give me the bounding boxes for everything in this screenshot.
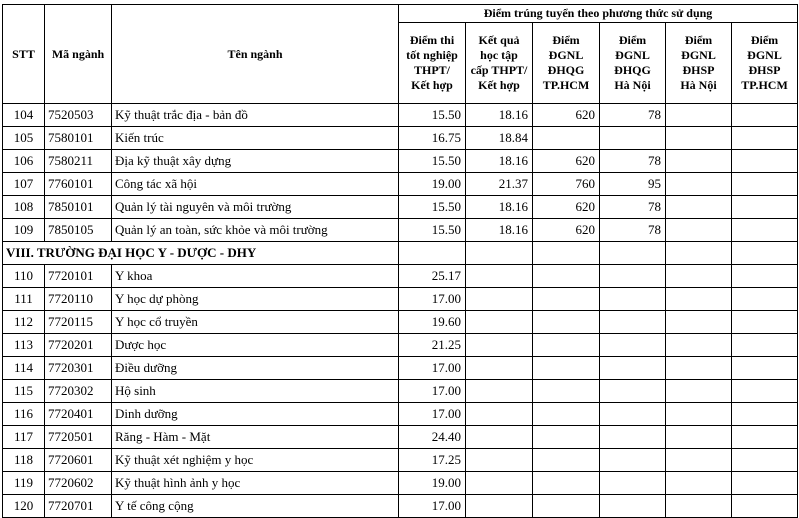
cell-dgnl-hcm (533, 380, 600, 403)
cell-stt: 110 (3, 265, 45, 288)
header-col-dgnl-hn: Điểm ĐGNL ĐHQG Hà Nội (600, 23, 666, 104)
cell-ten-nganh: Kỹ thuật hình ảnh y học (112, 472, 399, 495)
cell-hoc-ba: 18.16 (466, 150, 533, 173)
cell-ma-nganh: 7720302 (45, 380, 112, 403)
cell-ma-nganh: 7720601 (45, 449, 112, 472)
cell-dhsp-hn (666, 403, 732, 426)
cell-ma-nganh: 7720201 (45, 334, 112, 357)
cell-dgnl-hcm: 620 (533, 196, 600, 219)
cell-dhsp-hn (666, 219, 732, 242)
cell-thpt: 17.00 (399, 495, 466, 518)
cell-dhsp-hn (666, 196, 732, 219)
cell-dgnl-hcm (533, 403, 600, 426)
cell-dhsp-hn (666, 127, 732, 150)
cell-dhsp-hcm (732, 472, 798, 495)
cell-ten-nganh: Y học dự phòng (112, 288, 399, 311)
cell-dhsp-hcm (732, 127, 798, 150)
cell-thpt: 17.00 (399, 288, 466, 311)
table-body-b (3, 265, 798, 518)
cell-dhsp-hn (666, 173, 732, 196)
cell-dhsp-hcm (732, 311, 798, 334)
section-cell-empty (466, 242, 533, 265)
cell-dgnl-hcm (533, 426, 600, 449)
header-col-hoc-ba: Kết quả học tập cấp THPT/ Kết hợp (466, 23, 533, 104)
cell-stt: 105 (3, 127, 45, 150)
cell-thpt: 17.00 (399, 357, 466, 380)
cell-thpt: 17.00 (399, 403, 466, 426)
cell-hoc-ba: 18.84 (466, 127, 533, 150)
table-row (3, 196, 798, 219)
cell-dhsp-hn (666, 334, 732, 357)
table-row (3, 150, 798, 173)
table-row (3, 127, 798, 150)
cell-thpt: 15.50 (399, 196, 466, 219)
cell-ten-nganh: Quản lý tài nguyên và môi trường (112, 196, 399, 219)
table-row (3, 311, 798, 334)
cell-ten-nganh: Dinh dưỡng (112, 403, 399, 426)
cell-stt: 108 (3, 196, 45, 219)
cell-dgnl-hn: 95 (600, 173, 666, 196)
table-row (3, 334, 798, 357)
cell-hoc-ba (466, 495, 533, 518)
admission-score-table-container (2, 4, 798, 518)
table-row (3, 357, 798, 380)
section-row (3, 242, 798, 265)
admission-score-table (2, 4, 798, 518)
cell-dgnl-hn: 78 (600, 219, 666, 242)
cell-ma-nganh: 7720401 (45, 403, 112, 426)
cell-dgnl-hcm (533, 449, 600, 472)
cell-dgnl-hn: 78 (600, 196, 666, 219)
cell-dgnl-hn (600, 288, 666, 311)
table-row (3, 472, 798, 495)
cell-hoc-ba (466, 265, 533, 288)
cell-ma-nganh: 7720115 (45, 311, 112, 334)
cell-thpt: 16.75 (399, 127, 466, 150)
cell-thpt: 17.00 (399, 380, 466, 403)
section-cell-empty (399, 242, 466, 265)
cell-thpt: 19.60 (399, 311, 466, 334)
cell-dhsp-hcm (732, 334, 798, 357)
cell-dhsp-hcm (732, 288, 798, 311)
cell-dhsp-hn (666, 495, 732, 518)
cell-thpt: 15.50 (399, 150, 466, 173)
cell-dhsp-hcm (732, 449, 798, 472)
header-group-title: Điểm trúng tuyển theo phương thức sử dụng (399, 5, 798, 23)
cell-dhsp-hcm (732, 380, 798, 403)
cell-ten-nganh: Dược học (112, 334, 399, 357)
cell-thpt: 17.25 (399, 449, 466, 472)
header-col-dgnl-hcm: Điểm ĐGNL ĐHQG TP.HCM (533, 23, 600, 104)
cell-ma-nganh: 7720110 (45, 288, 112, 311)
cell-thpt: 15.50 (399, 219, 466, 242)
cell-dhsp-hcm (732, 426, 798, 449)
cell-dgnl-hcm (533, 288, 600, 311)
cell-stt: 111 (3, 288, 45, 311)
cell-dhsp-hn (666, 288, 732, 311)
cell-dhsp-hcm (732, 265, 798, 288)
cell-stt: 114 (3, 357, 45, 380)
cell-dhsp-hcm (732, 495, 798, 518)
cell-ten-nganh: Hộ sinh (112, 380, 399, 403)
cell-dgnl-hn (600, 311, 666, 334)
cell-stt: 106 (3, 150, 45, 173)
cell-thpt: 15.50 (399, 104, 466, 127)
cell-ma-nganh: 7580101 (45, 127, 112, 150)
cell-ten-nganh: Kiến trúc (112, 127, 399, 150)
cell-dhsp-hcm (732, 104, 798, 127)
section-cell-empty (533, 242, 600, 265)
cell-dhsp-hn (666, 426, 732, 449)
cell-dgnl-hn (600, 472, 666, 495)
cell-ma-nganh: 7720301 (45, 357, 112, 380)
cell-stt: 104 (3, 104, 45, 127)
cell-dhsp-hcm (732, 403, 798, 426)
table-row (3, 380, 798, 403)
section-title: VIII. TRƯỜNG ĐẠI HỌC Y - DƯỢC - DHY (3, 242, 399, 265)
cell-hoc-ba: 18.16 (466, 196, 533, 219)
cell-hoc-ba (466, 403, 533, 426)
cell-dhsp-hcm (732, 219, 798, 242)
table-row (3, 495, 798, 518)
cell-dhsp-hcm (732, 196, 798, 219)
header-col-dhsp-hn: Điểm ĐGNL ĐHSP Hà Nội (666, 23, 732, 104)
cell-dgnl-hcm (533, 472, 600, 495)
cell-dgnl-hcm: 620 (533, 104, 600, 127)
cell-dhsp-hn (666, 472, 732, 495)
table-row (3, 403, 798, 426)
cell-stt: 107 (3, 173, 45, 196)
cell-dgnl-hcm (533, 495, 600, 518)
cell-dgnl-hn (600, 265, 666, 288)
cell-thpt: 25.17 (399, 265, 466, 288)
cell-stt: 118 (3, 449, 45, 472)
cell-ma-nganh: 7720701 (45, 495, 112, 518)
cell-ten-nganh: Quản lý an toàn, sức khỏe và môi trường (112, 219, 399, 242)
cell-ten-nganh: Điều dưỡng (112, 357, 399, 380)
cell-dhsp-hn (666, 150, 732, 173)
cell-stt: 117 (3, 426, 45, 449)
table-row (3, 449, 798, 472)
cell-dgnl-hcm: 620 (533, 150, 600, 173)
cell-hoc-ba (466, 426, 533, 449)
cell-ten-nganh: Kỹ thuật trắc địa - bản đồ (112, 104, 399, 127)
cell-dhsp-hcm (732, 150, 798, 173)
table-row (3, 426, 798, 449)
cell-dgnl-hn (600, 127, 666, 150)
cell-dgnl-hn: 78 (600, 150, 666, 173)
cell-dgnl-hcm: 620 (533, 219, 600, 242)
header-ma-nganh: Mã ngành (45, 5, 112, 104)
header-col-thpt: Điểm thi tốt nghiệp THPT/ Kết hợp (399, 23, 466, 104)
cell-stt: 116 (3, 403, 45, 426)
cell-stt: 119 (3, 472, 45, 495)
cell-ten-nganh: Kỹ thuật xét nghiệm y học (112, 449, 399, 472)
header-col-dhsp-hcm: Điểm ĐGNL ĐHSP TP.HCM (732, 23, 798, 104)
table-row (3, 265, 798, 288)
cell-dhsp-hn (666, 357, 732, 380)
cell-dhsp-hn (666, 449, 732, 472)
cell-dhsp-hcm (732, 357, 798, 380)
cell-hoc-ba (466, 357, 533, 380)
cell-dgnl-hn (600, 357, 666, 380)
cell-ma-nganh: 7760101 (45, 173, 112, 196)
cell-ten-nganh: Địa kỹ thuật xây dựng (112, 150, 399, 173)
table-row (3, 104, 798, 127)
cell-hoc-ba (466, 472, 533, 495)
cell-ma-nganh: 7720501 (45, 426, 112, 449)
cell-ten-nganh: Y khoa (112, 265, 399, 288)
section-body (3, 242, 798, 265)
table-row (3, 288, 798, 311)
table-row (3, 173, 798, 196)
cell-hoc-ba (466, 288, 533, 311)
cell-ma-nganh: 7580211 (45, 150, 112, 173)
cell-dgnl-hcm (533, 265, 600, 288)
table-row (3, 219, 798, 242)
cell-hoc-ba (466, 449, 533, 472)
cell-dgnl-hcm (533, 357, 600, 380)
cell-dgnl-hn: 78 (600, 104, 666, 127)
cell-dhsp-hn (666, 311, 732, 334)
cell-thpt: 19.00 (399, 173, 466, 196)
cell-hoc-ba (466, 380, 533, 403)
cell-dgnl-hcm (533, 311, 600, 334)
cell-ma-nganh: 7520503 (45, 104, 112, 127)
section-cell-empty (600, 242, 666, 265)
cell-thpt: 24.40 (399, 426, 466, 449)
cell-hoc-ba (466, 334, 533, 357)
cell-dgnl-hn (600, 495, 666, 518)
cell-ma-nganh: 7850101 (45, 196, 112, 219)
cell-dgnl-hn (600, 449, 666, 472)
cell-dhsp-hcm (732, 173, 798, 196)
cell-stt: 109 (3, 219, 45, 242)
cell-stt: 113 (3, 334, 45, 357)
cell-dgnl-hn (600, 403, 666, 426)
cell-hoc-ba: 18.16 (466, 104, 533, 127)
header-stt: STT (3, 5, 45, 104)
cell-ten-nganh: Y tế công cộng (112, 495, 399, 518)
cell-ten-nganh: Răng - Hàm - Mặt (112, 426, 399, 449)
cell-hoc-ba: 18.16 (466, 219, 533, 242)
cell-thpt: 19.00 (399, 472, 466, 495)
cell-dgnl-hcm (533, 334, 600, 357)
cell-stt: 112 (3, 311, 45, 334)
section-cell-empty (732, 242, 798, 265)
cell-stt: 120 (3, 495, 45, 518)
cell-dgnl-hcm (533, 127, 600, 150)
cell-ma-nganh: 7850105 (45, 219, 112, 242)
cell-dgnl-hcm: 760 (533, 173, 600, 196)
cell-ma-nganh: 7720602 (45, 472, 112, 495)
cell-dgnl-hn (600, 380, 666, 403)
cell-ma-nganh: 7720101 (45, 265, 112, 288)
section-cell-empty (666, 242, 732, 265)
cell-ten-nganh: Công tác xã hội (112, 173, 399, 196)
cell-thpt: 21.25 (399, 334, 466, 357)
table-body-a (3, 104, 798, 242)
header-row-top (3, 5, 798, 23)
header-ten-nganh: Tên ngành (112, 5, 399, 104)
cell-dhsp-hn (666, 104, 732, 127)
cell-dhsp-hn (666, 380, 732, 403)
cell-stt: 115 (3, 380, 45, 403)
cell-ten-nganh: Y học cổ truyền (112, 311, 399, 334)
cell-dgnl-hn (600, 334, 666, 357)
cell-dhsp-hn (666, 265, 732, 288)
cell-hoc-ba (466, 311, 533, 334)
cell-dgnl-hn (600, 426, 666, 449)
cell-hoc-ba: 21.37 (466, 173, 533, 196)
